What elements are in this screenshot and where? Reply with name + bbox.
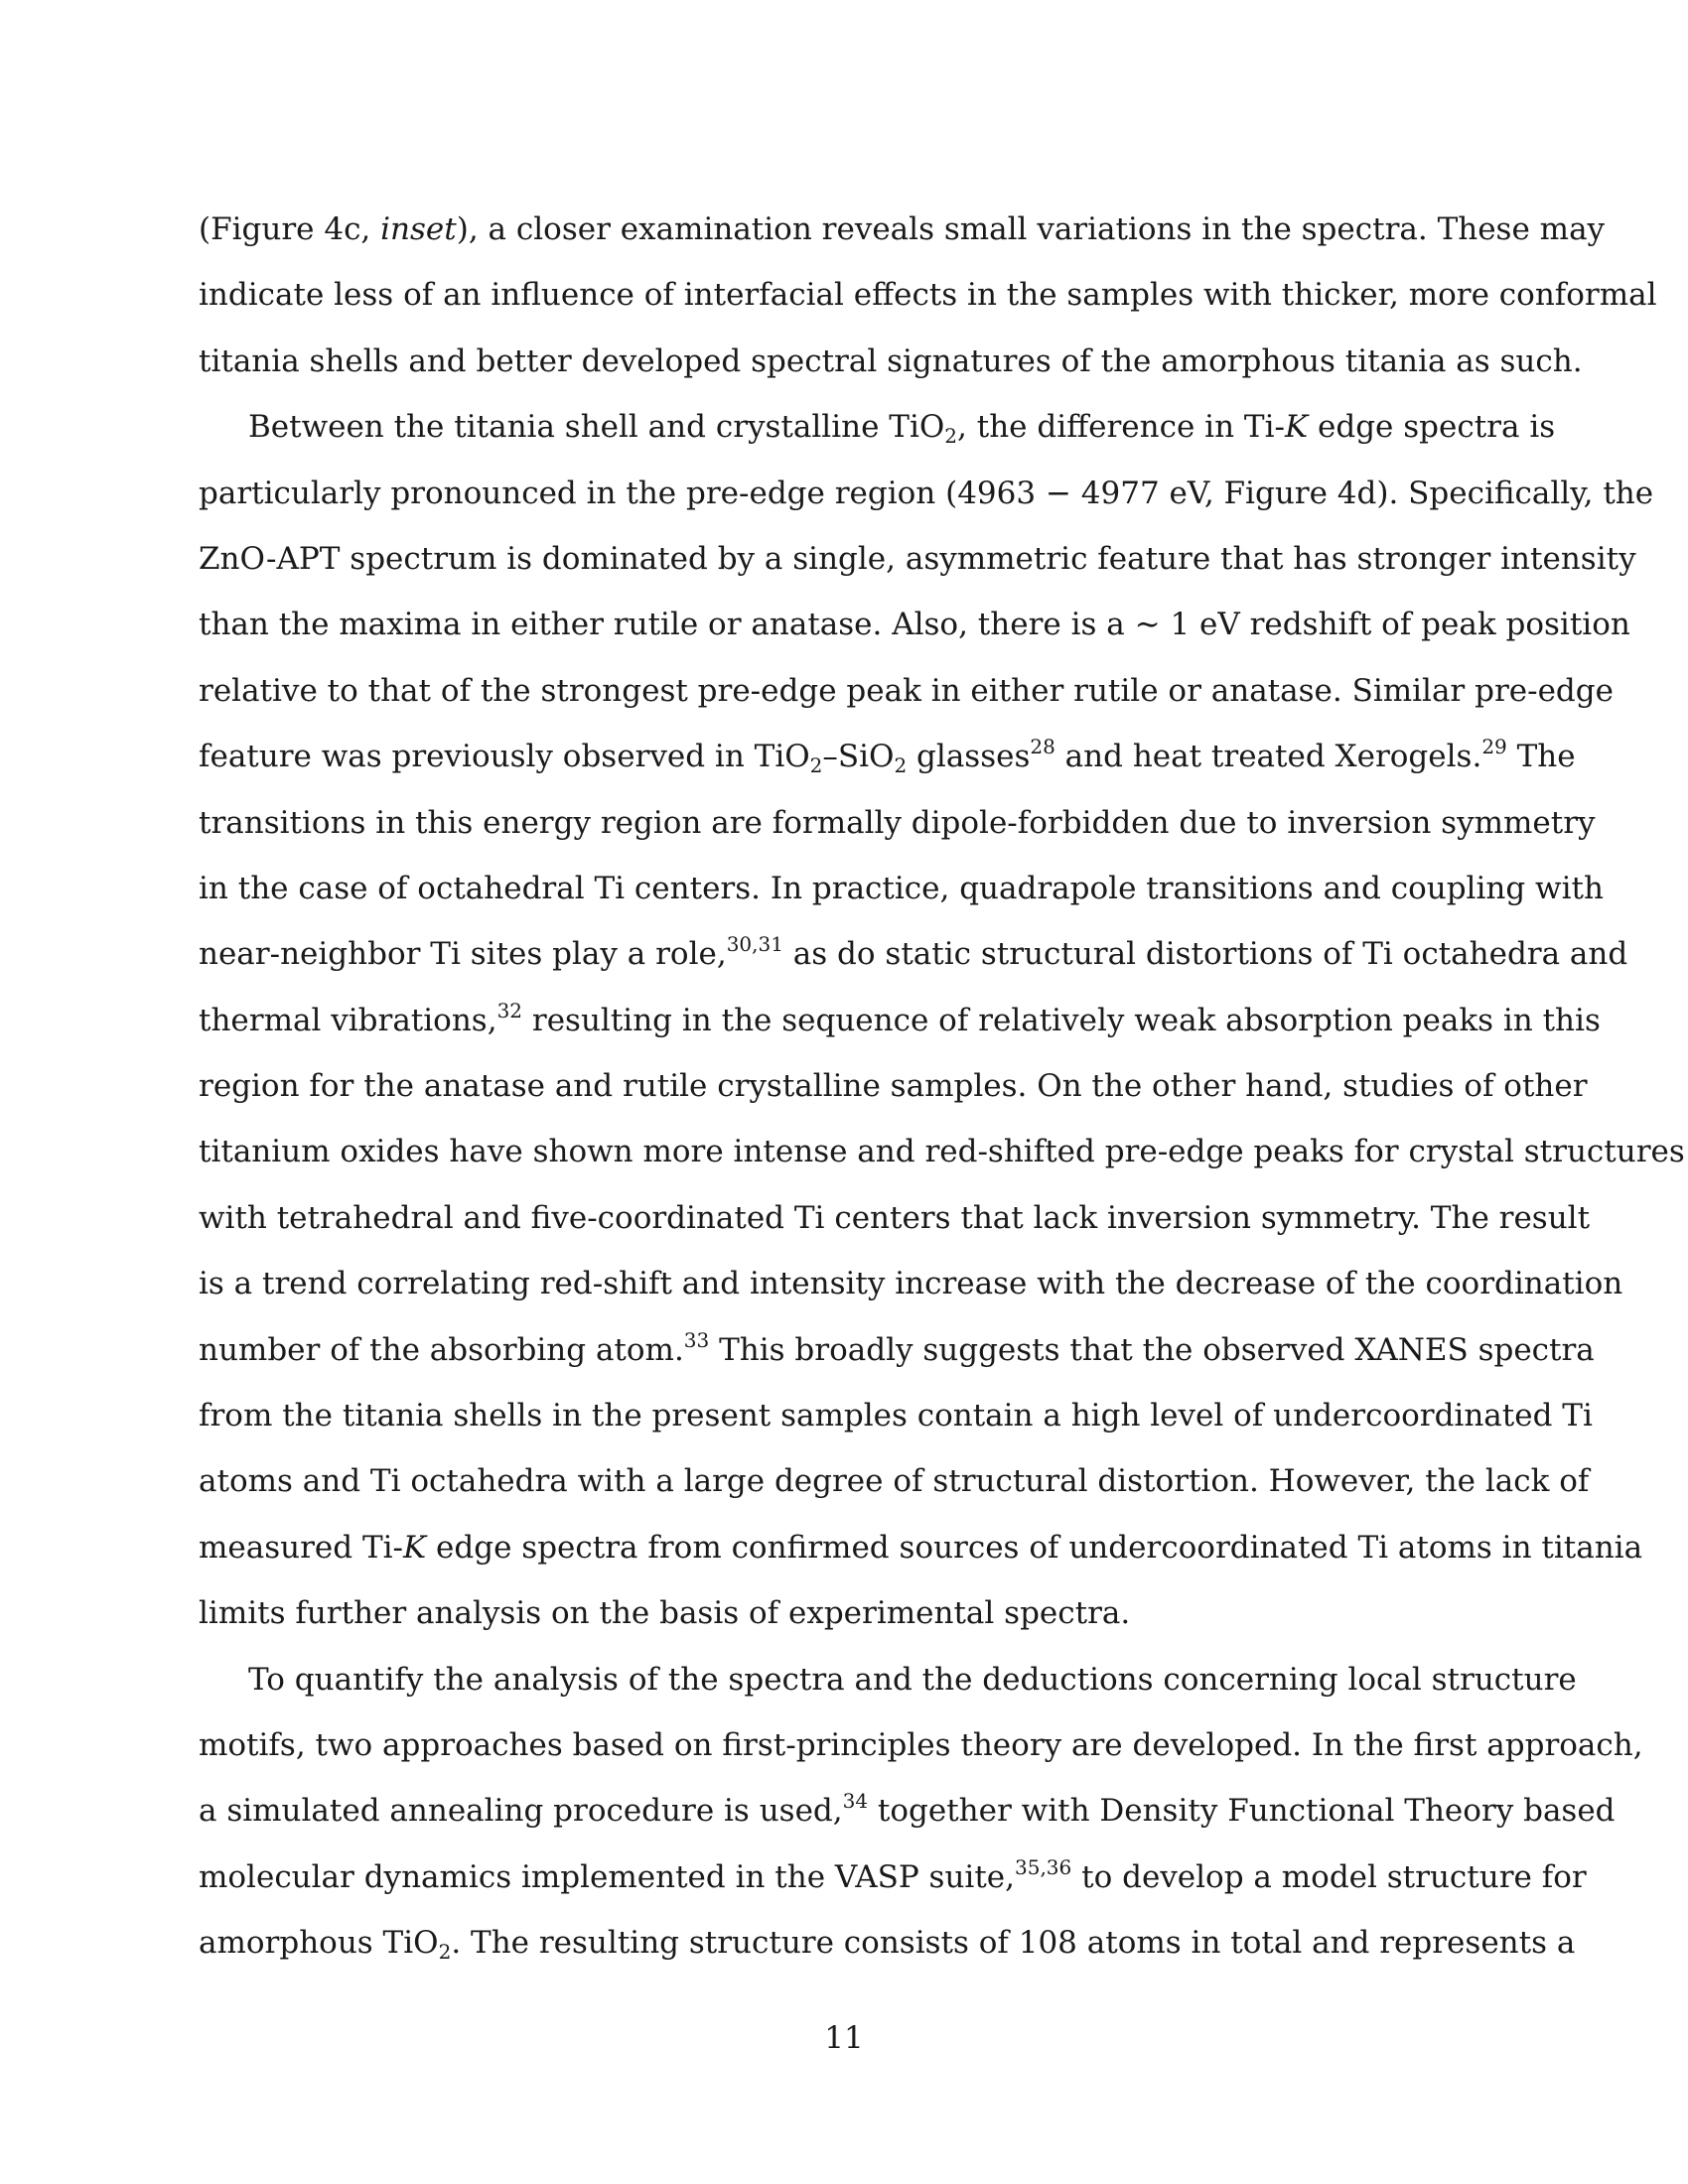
text-run: The [1506,739,1576,775]
text-run: amorphous TiO [199,1925,439,1962]
text-run: atoms and Ti octahedra with a large degree of structural distortion. However, the lack of [199,1463,1590,1500]
text-run: region for the anatase and rutile crystalline samples. On the other hand, studies of other [199,1068,1588,1105]
text-line [199,856,1604,921]
text-line [199,1185,1591,1251]
citation-superscript: 34 [842,1789,869,1814]
text-run: to develop a model structure for [1071,1858,1587,1895]
text-run: motifs, two approaches based on first-principles theory are developed. In the first approach, [199,1726,1643,1763]
text-line [199,1515,1643,1580]
text-run: edge spectra from confirmed sources of undercoordinated Ti atoms in titania [426,1529,1643,1566]
text-line [199,526,1636,592]
text-run: feature was previously observed in TiO [199,739,810,775]
citation-superscript: 30,31 [726,932,783,957]
text-run: indicate less of an influence of interfacial effects in the samples with thicker, more conformal [199,277,1657,314]
text-run: as do static structural distortions of Ti octahedra and [782,936,1628,973]
text-line [199,1119,1685,1184]
text-run: titania shells and better developed spectral signatures of the amorphous titania as such. [199,342,1583,379]
paragraph-2 [199,394,1685,1646]
text-run: thermal vibrations, [199,1002,497,1038]
citation-superscript: 32 [496,998,523,1023]
text-run: (Figure 4c, [199,211,381,247]
text-line [199,197,1606,262]
text-run: number of the absorbing atom. [199,1331,684,1368]
text-run: limits further analysis on the basis of experimental spectra. [199,1595,1131,1632]
subscript: 2 [894,753,908,778]
text-line [199,988,1601,1053]
citation-superscript: 33 [683,1327,710,1352]
subscript: 2 [944,424,958,449]
text-line [199,1647,1577,1712]
text-run: –SiO [822,739,895,775]
text-run: molecular dynamics implemented in the VASP suite, [199,1858,1015,1895]
text-run: a simulated annealing procedure is used, [199,1793,843,1830]
text-run: transitions in this energy region are formally dipole-forbidden due to inversion symmetry [199,804,1596,841]
citation-superscript: 35,36 [1015,1854,1072,1879]
italic-text: inset [380,211,457,247]
text-line [199,1251,1623,1316]
text-run: glasses [907,739,1031,775]
text-run: from the titania shells in the present samples contain a high level of undercoordinated Ti [199,1398,1593,1434]
text-line [199,1053,1588,1119]
text-line [199,394,1556,460]
italic-text: K [1284,409,1309,446]
text-run: titanium oxides have shown more intense and red-shifted pre-edge peaks for crystal structures [199,1134,1685,1170]
text-line [199,592,1630,657]
text-run: This broadly suggests that the observed XANES spectra [709,1331,1595,1368]
paragraph-1 [199,197,1657,394]
text-run: near-neighbor Ti sites play a role, [199,936,727,973]
italic-text: K [403,1529,427,1566]
text-line [199,1844,1587,1910]
page-number: 11 [824,2020,864,2056]
text-run: with tetrahedral and five-coordinated Ti centers that lack inversion symmetry. The result [199,1199,1591,1236]
text-run: is a trend correlating red-shift and intensity increase with the decrease of the coordination [199,1266,1623,1302]
text-run: and heat treated Xerogels. [1055,739,1482,775]
text-line [199,790,1596,856]
text-line [199,1580,1485,1646]
text-run: ZnO-APT spectrum is dominated by a single, asymmetric feature that has stronger intensity [199,540,1636,577]
text-line [199,921,1628,987]
text-run: ), a closer examination reveals small variations in the spectra. These may [456,211,1606,247]
text-line [199,1317,1595,1383]
text-line [199,724,1576,789]
body-text [199,197,1685,1977]
text-run: Between the titania shell and crystalline TiO [248,409,945,446]
text-run: . The resulting structure consists of 108 atoms in total and represents a [451,1925,1576,1962]
text-line [199,1778,1616,1843]
text-run: edge spectra is [1308,409,1556,446]
subscript: 2 [438,1940,452,1965]
text-line [199,329,1583,394]
subscript: 2 [809,753,823,778]
text-run: measured Ti- [199,1529,404,1566]
text-line [199,1448,1590,1514]
text-line [199,461,1654,526]
text-run: relative to that of the strongest pre-edge peak in either rutile or anatase. Similar pre-edge [199,672,1614,709]
text-line [199,658,1614,724]
text-run: than the maxima in either rutile or anatase. Also, there is a ∼ 1 eV redshift of peak position [199,607,1630,643]
text-run: resulting in the sequence of relatively weak absorption peaks in this [522,1002,1601,1038]
paragraph-3 [199,1647,1643,1977]
text-line [199,1383,1593,1448]
text-run: in the case of octahedral Ti centers. In practice, quadrapole transitions and coupling with [199,870,1604,906]
text-run: together with Density Functional Theory based [868,1793,1616,1830]
text-run: particularly pronounced in the pre-edge region (4963 − 4977 eV, Figure 4d). Specifically, the [199,475,1654,511]
text-line [199,1910,1576,1976]
text-run: To quantify the analysis of the spectra and the deductions concerning local structure [248,1661,1577,1698]
text-line [199,1712,1643,1778]
text-run: , the difference in Ti- [957,409,1285,446]
text-line [199,262,1657,328]
citation-superscript: 29 [1481,735,1507,759]
citation-superscript: 28 [1030,735,1055,759]
